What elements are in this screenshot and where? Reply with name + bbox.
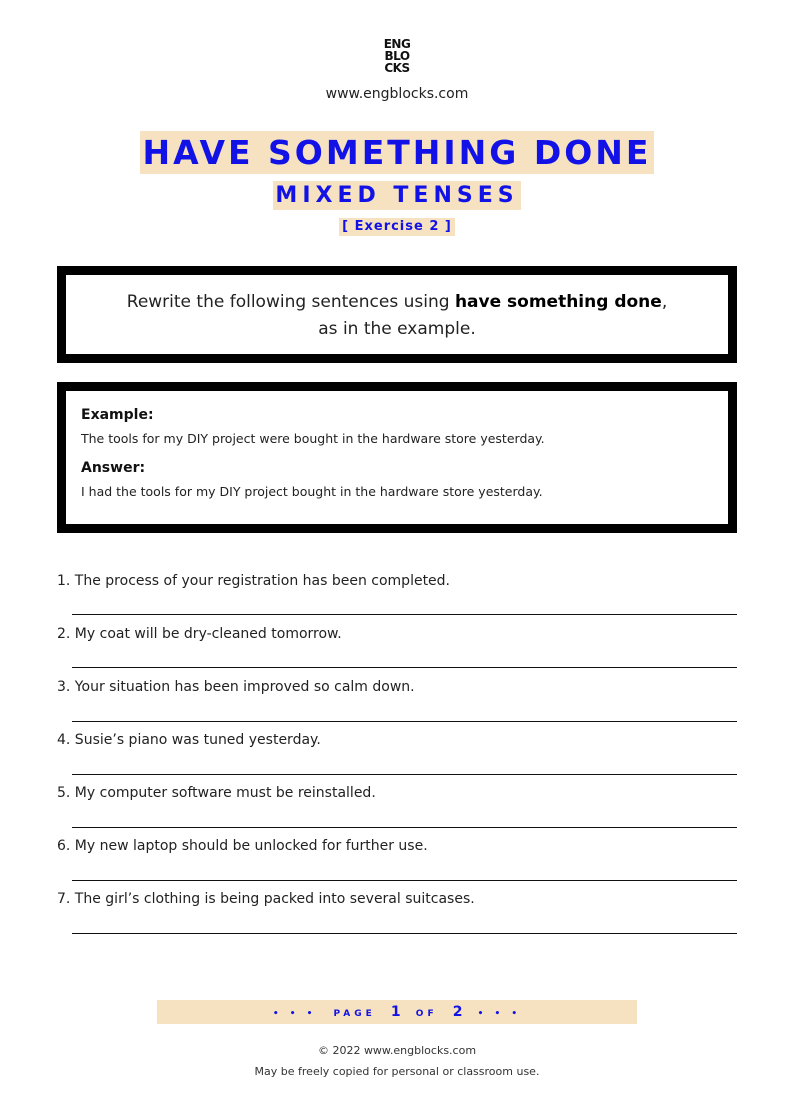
- pager-dots-left: • • •: [272, 1009, 317, 1019]
- question-4: 4. Susie’s piano was tuned yesterday.: [57, 732, 321, 748]
- answer-text: I had the tools for my DIY project bought in the hardware store yesterday.: [81, 484, 543, 499]
- answer-line-6[interactable]: [72, 880, 737, 881]
- answer-label: Answer:: [81, 460, 146, 476]
- example-label: Example:: [81, 407, 154, 423]
- instructions-text-after: ,: [661, 292, 668, 312]
- engblocks-logo: [0, 38, 794, 74]
- question-2: 2. My coat will be dry-cleaned tomorrow.: [57, 626, 342, 642]
- answer-line-2[interactable]: [72, 667, 737, 668]
- logo-line-3: CKS: [384, 61, 410, 75]
- question-5: 5. My computer software must be reinstalled.: [57, 785, 376, 801]
- question-1: 1. The process of your registration has been completed.: [57, 573, 451, 589]
- pager-dots-right: • • •: [477, 1009, 522, 1019]
- example-box: [57, 382, 737, 533]
- instructions-bold-phrase: have something done: [454, 292, 662, 312]
- answer-line-7[interactable]: [72, 933, 737, 934]
- logo-line-1: ENG: [383, 37, 411, 51]
- logo-line-2: BLO: [384, 49, 410, 63]
- pager-of-word: OF: [415, 1009, 438, 1019]
- instructions-line-1: [66, 289, 728, 316]
- page-title: HAVE SOMETHING DONE: [140, 131, 655, 174]
- answer-line-5[interactable]: [72, 827, 737, 828]
- site-url[interactable]: www.engblocks.com: [325, 86, 469, 102]
- pager-total: 2: [452, 1004, 463, 1020]
- pager-current: 1: [390, 1004, 401, 1020]
- question-3: 3. Your situation has been improved so calm down.: [57, 679, 415, 695]
- page-subtitle: MIXED TENSES: [275, 183, 519, 208]
- question-6: 6. My new laptop should be unlocked for further use.: [57, 838, 428, 854]
- answer-line-4[interactable]: [72, 774, 737, 775]
- instructions-line-2: as in the example.: [318, 319, 476, 339]
- answer-line-3[interactable]: [72, 721, 737, 722]
- instructions-text-before: Rewrite the following sentences using: [126, 292, 455, 312]
- instructions-box: [57, 266, 737, 363]
- exercise-label: [ Exercise 2 ]: [339, 218, 455, 236]
- example-text: The tools for my DIY project were bought in the hardware store yesterday.: [81, 431, 545, 446]
- license-note: May be freely copied for personal or classroom use.: [254, 1065, 540, 1078]
- copyright: © 2022 www.engblocks.com: [317, 1044, 477, 1057]
- page-indicator: [157, 1000, 637, 1024]
- pager-page-word: PAGE: [333, 1009, 376, 1019]
- answer-line-1[interactable]: [72, 614, 737, 615]
- question-7: 7. The girl’s clothing is being packed into several suitcases.: [57, 891, 475, 907]
